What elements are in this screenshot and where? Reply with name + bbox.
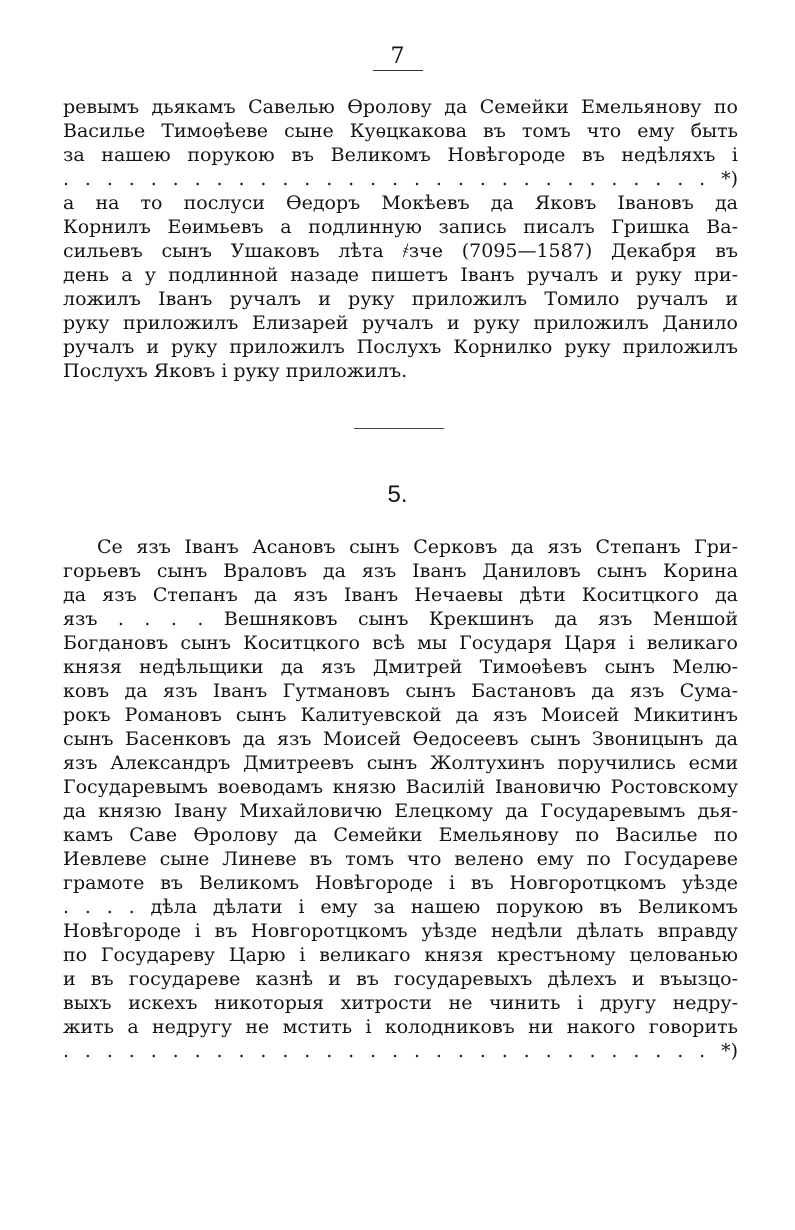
text-line: выхъ искехъ никоторыя хитрости не чинить і другу недру- bbox=[63, 992, 738, 1014]
text-line: ревымъ дьякамъ Савелью Ѳролову да Семейки Емельянову по bbox=[63, 96, 738, 118]
page-number-underline bbox=[373, 70, 423, 71]
text-line: ручалъ и руку приложилъ Послухъ Корнилко руку приложилъ bbox=[63, 336, 738, 358]
text-line: ложилъ Іванъ ручалъ и руку приложилъ Томило ручалъ и bbox=[63, 288, 738, 310]
text-line: Новѣгороде і въ Новгоротцкомъ уѣзде недѣли дѣлать вправду bbox=[63, 920, 738, 942]
text-line: за нашею порукою въ Великомъ Новѣгороде въ недѣляхъ і bbox=[63, 144, 738, 166]
text-line: сильевъ сынъ Ушаковъ лѣта ҂зче (7095—1587) Декабря въ bbox=[63, 240, 738, 262]
text-line: сынъ Басенковъ да язъ Моисей Ѳедосеевъ сынъ Звоницынъ да bbox=[63, 728, 738, 750]
text-line: и въ государеве казнѣ и въ государевыхъ дѣлехъ и въызцо- bbox=[63, 968, 738, 990]
section-divider bbox=[354, 428, 444, 429]
text-line: а на то послуси Ѳедоръ Мокѣевъ да Яковъ Івановъ да bbox=[63, 192, 738, 214]
text-line: Послухъ Яковъ і руку приложилъ. bbox=[63, 360, 408, 382]
text-line: Корнилъ Еѳимьевъ а подлинную запись писалъ Гришка Ва- bbox=[63, 216, 738, 238]
text-line: Се язъ Іванъ Асановъ сынъ Серковъ да язъ Степанъ Гри- bbox=[97, 536, 738, 558]
ellipsis-line: . . . . . . . . . . . . . . . . . . . . . . . . . . . . . . *) bbox=[63, 1040, 738, 1062]
text-line: Иевлеве сыне Линеве въ томъ что велено ему по Государеве bbox=[63, 848, 738, 870]
text-line: рокъ Романовъ сынъ Калитуевской да язъ Моисей Микитинъ bbox=[63, 704, 738, 726]
page-number: 7 bbox=[390, 44, 405, 69]
paragraph-continued bbox=[63, 95, 738, 383]
text-line: Богдановъ сынъ Коситцкого всѣ мы Государя Царя і великаго bbox=[63, 632, 738, 654]
text-line: язъ . . . . Вешняковъ сынъ Крекшинъ да язъ Меншой bbox=[63, 608, 738, 630]
text-line: камъ Саве Ѳролову да Семейки Емельянову по Василье по bbox=[63, 824, 738, 846]
section-number: 5. bbox=[387, 481, 408, 508]
text-line: жить а недругу не мстить і колодниковъ ни накого говорить bbox=[63, 1016, 738, 1038]
text-line: князя недѣльщики да язъ Дмитрей Тимоѳѣевъ сынъ Мелю- bbox=[63, 656, 738, 678]
text-line: да князю Івану Михайловичю Елецкому да Государевымъ дья- bbox=[63, 800, 738, 822]
text-line: горьевъ сынъ Враловъ да язъ Іванъ Даниловъ сынъ Корина bbox=[63, 560, 738, 582]
text-line: Василье Тимоѳѣеве сыне Куѳцкакова въ томъ что ему быть bbox=[63, 120, 738, 142]
ellipsis-line: . . . . . . . . . . . . . . . . . . . . . . . . . . . . . . *) bbox=[63, 168, 738, 190]
text-line: Государевымъ воеводамъ князю Василій Івановичю Ростовскому bbox=[63, 776, 738, 798]
text-line: да язъ Степанъ да язъ Іванъ Нечаевы дѣти Коситцкого да bbox=[63, 584, 738, 606]
text-line: грамоте въ Великомъ Новѣгороде і въ Новгоротцкомъ уѣзде bbox=[63, 872, 738, 894]
text-line: руку приложилъ Елизарей ручалъ и руку приложилъ Данило bbox=[63, 312, 738, 334]
text-line: . . . . дѣла дѣлати і ему за нашею порукою въ Великомъ bbox=[63, 896, 738, 918]
text-line: язъ Александръ Дмитреевъ сынъ Жолтухинъ поручились есми bbox=[63, 752, 738, 774]
paragraph-section-5 bbox=[63, 535, 738, 1063]
text-line: ковъ да язъ Іванъ Гутмановъ сынъ Бастановъ да язъ Сума- bbox=[63, 680, 738, 702]
text-line: по Государеву Царю і великаго князя крестъному целованью bbox=[63, 944, 738, 966]
text-line: день а у подлинной назаде пишетъ Іванъ ручалъ и руку при- bbox=[63, 264, 738, 286]
